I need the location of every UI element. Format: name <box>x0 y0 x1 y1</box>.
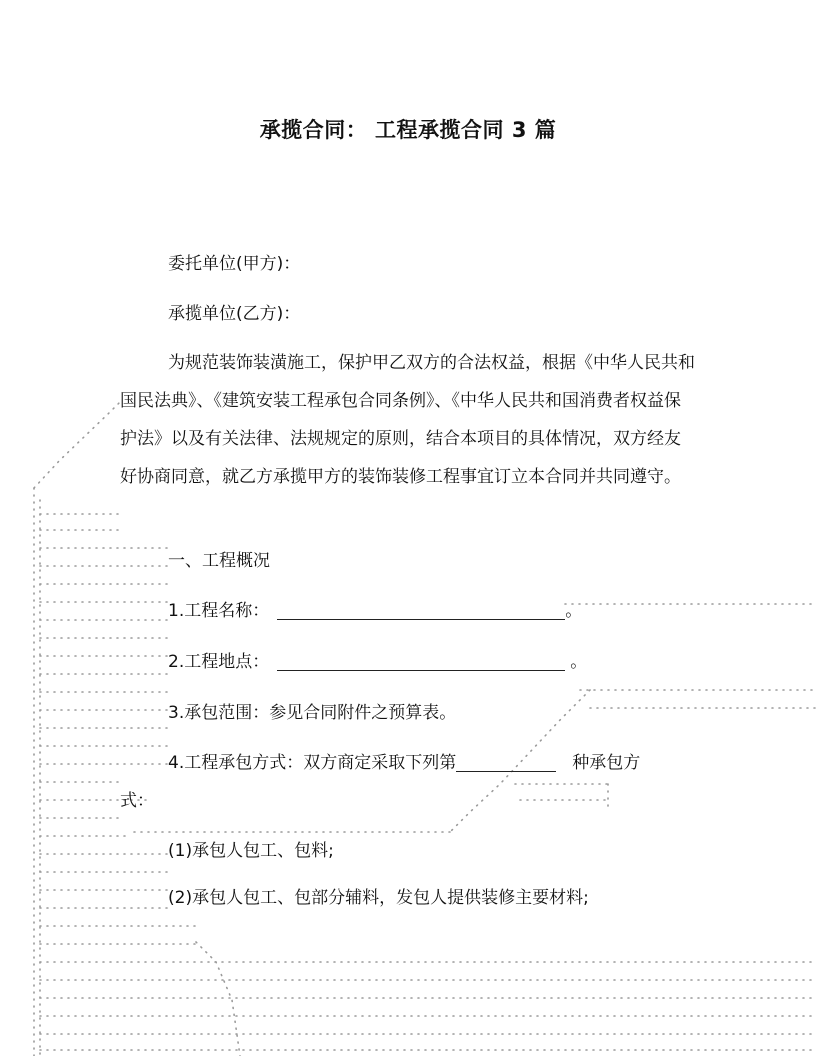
section-heading: 一、工程概况 <box>168 551 270 571</box>
project-name-blank[interactable] <box>277 601 565 620</box>
contract-method-row <box>168 751 640 775</box>
party-a-label: 委托单位(甲方)： <box>168 254 301 274</box>
option-2: (2)承包人包工、包部分辅料，发包人提供装修主要材料; <box>168 888 589 908</box>
contract-scope: 3.承包范围：参见合同附件之预算表。 <box>168 703 457 723</box>
project-location-label: 2.工程地点： <box>168 652 270 672</box>
project-location-row <box>168 650 587 674</box>
intro-paragraph <box>120 344 695 496</box>
intro-paragraph-text: 为规范装饰装潢施工，保护甲乙双方的合法权益，根据《中华人民共和国民法典》、《建筑安装工程承包合同条例》、《中华人民共和国消费者权益保护法》以及有关法律、法规规定的原则，结合本项目的具体情况，双方经友好协商同意，就乙方承揽甲方的装饰装修工程事宜订立本合同并共同遵守。 <box>120 353 695 487</box>
project-location-blank[interactable] <box>277 652 565 671</box>
document-title: 承揽合同： 工程承揽合同 3 篇 <box>259 118 557 142</box>
contract-method-blank[interactable] <box>456 753 556 772</box>
option-1: (1)承包人包工、包料; <box>168 841 334 861</box>
contract-method-wrap: 式： <box>120 791 154 811</box>
contract-method-rest: 种承包方 <box>572 753 641 773</box>
project-name-row <box>168 599 582 623</box>
project-name-label: 1.工程名称： <box>168 601 270 621</box>
contract-method-label: 4.工程承包方式：双方商定采取下列第 <box>168 753 457 773</box>
project-name-end: 。 <box>565 601 583 621</box>
project-location-end: 。 <box>570 652 588 672</box>
party-b-label: 承揽单位(乙方)： <box>168 304 301 324</box>
